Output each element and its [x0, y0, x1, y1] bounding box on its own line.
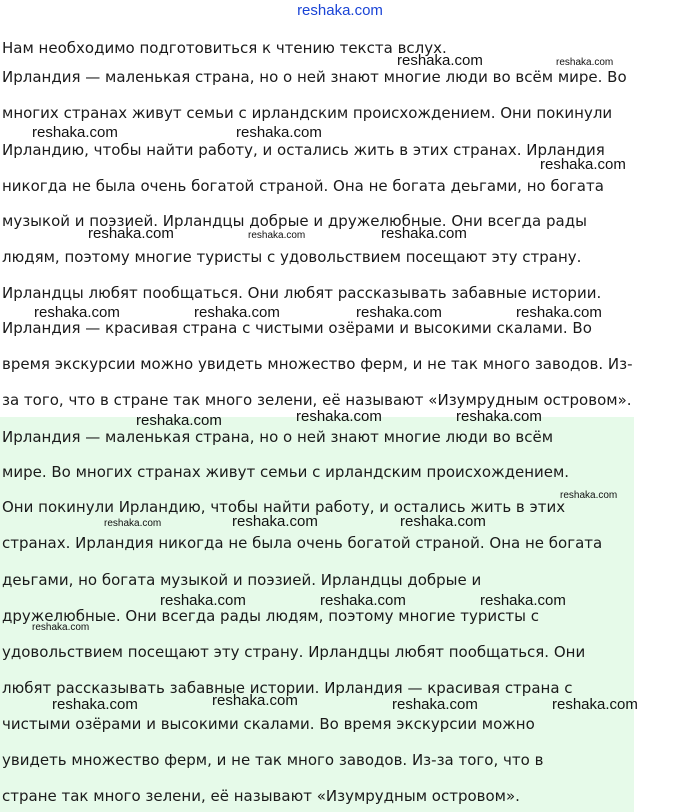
watermark: reshaka.com — [104, 518, 162, 529]
watermark: reshaka.com — [236, 124, 322, 141]
watermark: reshaka.com — [381, 225, 467, 242]
watermark: reshaka.com — [552, 696, 638, 713]
watermark: reshaka.com — [88, 225, 174, 242]
watermark: reshaka.com — [160, 592, 246, 609]
site-header-link[interactable]: reshaka.com — [297, 2, 383, 19]
text-line: за того, что в стране так много зелени, её называют «Изумрудным островом». — [2, 391, 632, 409]
watermark: reshaka.com — [397, 52, 483, 69]
watermark: reshaka.com — [320, 592, 406, 609]
highlight-line: странах. Ирландия никогда не была очень богатой страной. Она не богата — [2, 534, 603, 552]
intro-text: Нам необходимо подготовиться к чтению текста вслух. — [2, 39, 447, 57]
watermark: reshaka.com — [232, 513, 318, 530]
text-line: многих странах живут семьи с ирландским происхождением. Они покинули — [2, 104, 613, 122]
highlight-line: любят рассказывать забавные истории. Ирландия — красивая страна с — [2, 679, 573, 697]
highlight-line: деьгами, но богата музыкой и поэзией. Ирландцы добрые и — [2, 571, 482, 589]
text-line: людям, поэтому многие туристы с удовольствием посещают эту страну. — [2, 248, 582, 266]
watermark: reshaka.com — [392, 696, 478, 713]
watermark: reshaka.com — [34, 304, 120, 321]
watermark: reshaka.com — [356, 304, 442, 321]
highlight-line: мире. Во многих странах живут семьи с ирландским происхождением. — [2, 463, 570, 481]
highlight-line: чистыми озёрами и высокими скалами. Во время экскурсии можно — [2, 715, 535, 733]
watermark: reshaka.com — [194, 304, 280, 321]
watermark: reshaka.com — [556, 57, 614, 68]
watermark: reshaka.com — [516, 304, 602, 321]
watermark: reshaka.com — [52, 696, 138, 713]
highlight-line: дружелюбные. Они всегда рады людям, поэтому многие туристы с — [2, 607, 539, 625]
watermark: reshaka.com — [400, 513, 486, 530]
watermark: reshaka.com — [32, 622, 90, 633]
highlight-line: Ирландия — маленькая страна, но о ней знают многие люди во всём — [2, 428, 554, 446]
watermark: reshaka.com — [540, 156, 626, 173]
watermark: reshaka.com — [296, 408, 382, 425]
watermark: reshaka.com — [248, 230, 306, 241]
watermark: reshaka.com — [456, 408, 542, 425]
watermark: reshaka.com — [136, 412, 222, 429]
text-line: время экскурсии можно увидеть множество ферм, и не так много заводов. Из- — [2, 355, 633, 373]
text-line: музыкой и поэзией. Ирландцы добрые и дружелюбные. Они всегда рады — [2, 212, 587, 230]
watermark: reshaka.com — [32, 124, 118, 141]
watermark: reshaka.com — [212, 692, 298, 709]
highlight-line: удовольствием посещают эту страну. Ирландцы любят пообщаться. Они — [2, 643, 586, 661]
text-line: никогда не была очень богатой страной. Она не богата деьгами, но богата — [2, 177, 604, 195]
highlight-line: Они покинули Ирландию, чтобы найти работу, и остались жить в этих — [2, 498, 566, 516]
highlight-line: увидеть множество ферм, и не так много заводов. Из-за того, что в — [2, 751, 544, 769]
text-line: Ирландию, чтобы найти работу, и остались жить в этих странах. Ирландия — [2, 141, 605, 159]
watermark: reshaka.com — [480, 592, 566, 609]
text-line: Ирландия — маленькая страна, но о ней знают многие люди во всём мире. Во — [2, 68, 627, 86]
text-line: Ирландцы любят пообщаться. Они любят рассказывать забавные истории. — [2, 284, 602, 302]
text-line: Ирландия — красивая страна с чистыми озёрами и высокими скалами. Во — [2, 319, 592, 337]
watermark: reshaka.com — [560, 490, 618, 501]
highlight-line: стране так много зелени, её называют «Изумрудным островом». — [2, 787, 520, 805]
